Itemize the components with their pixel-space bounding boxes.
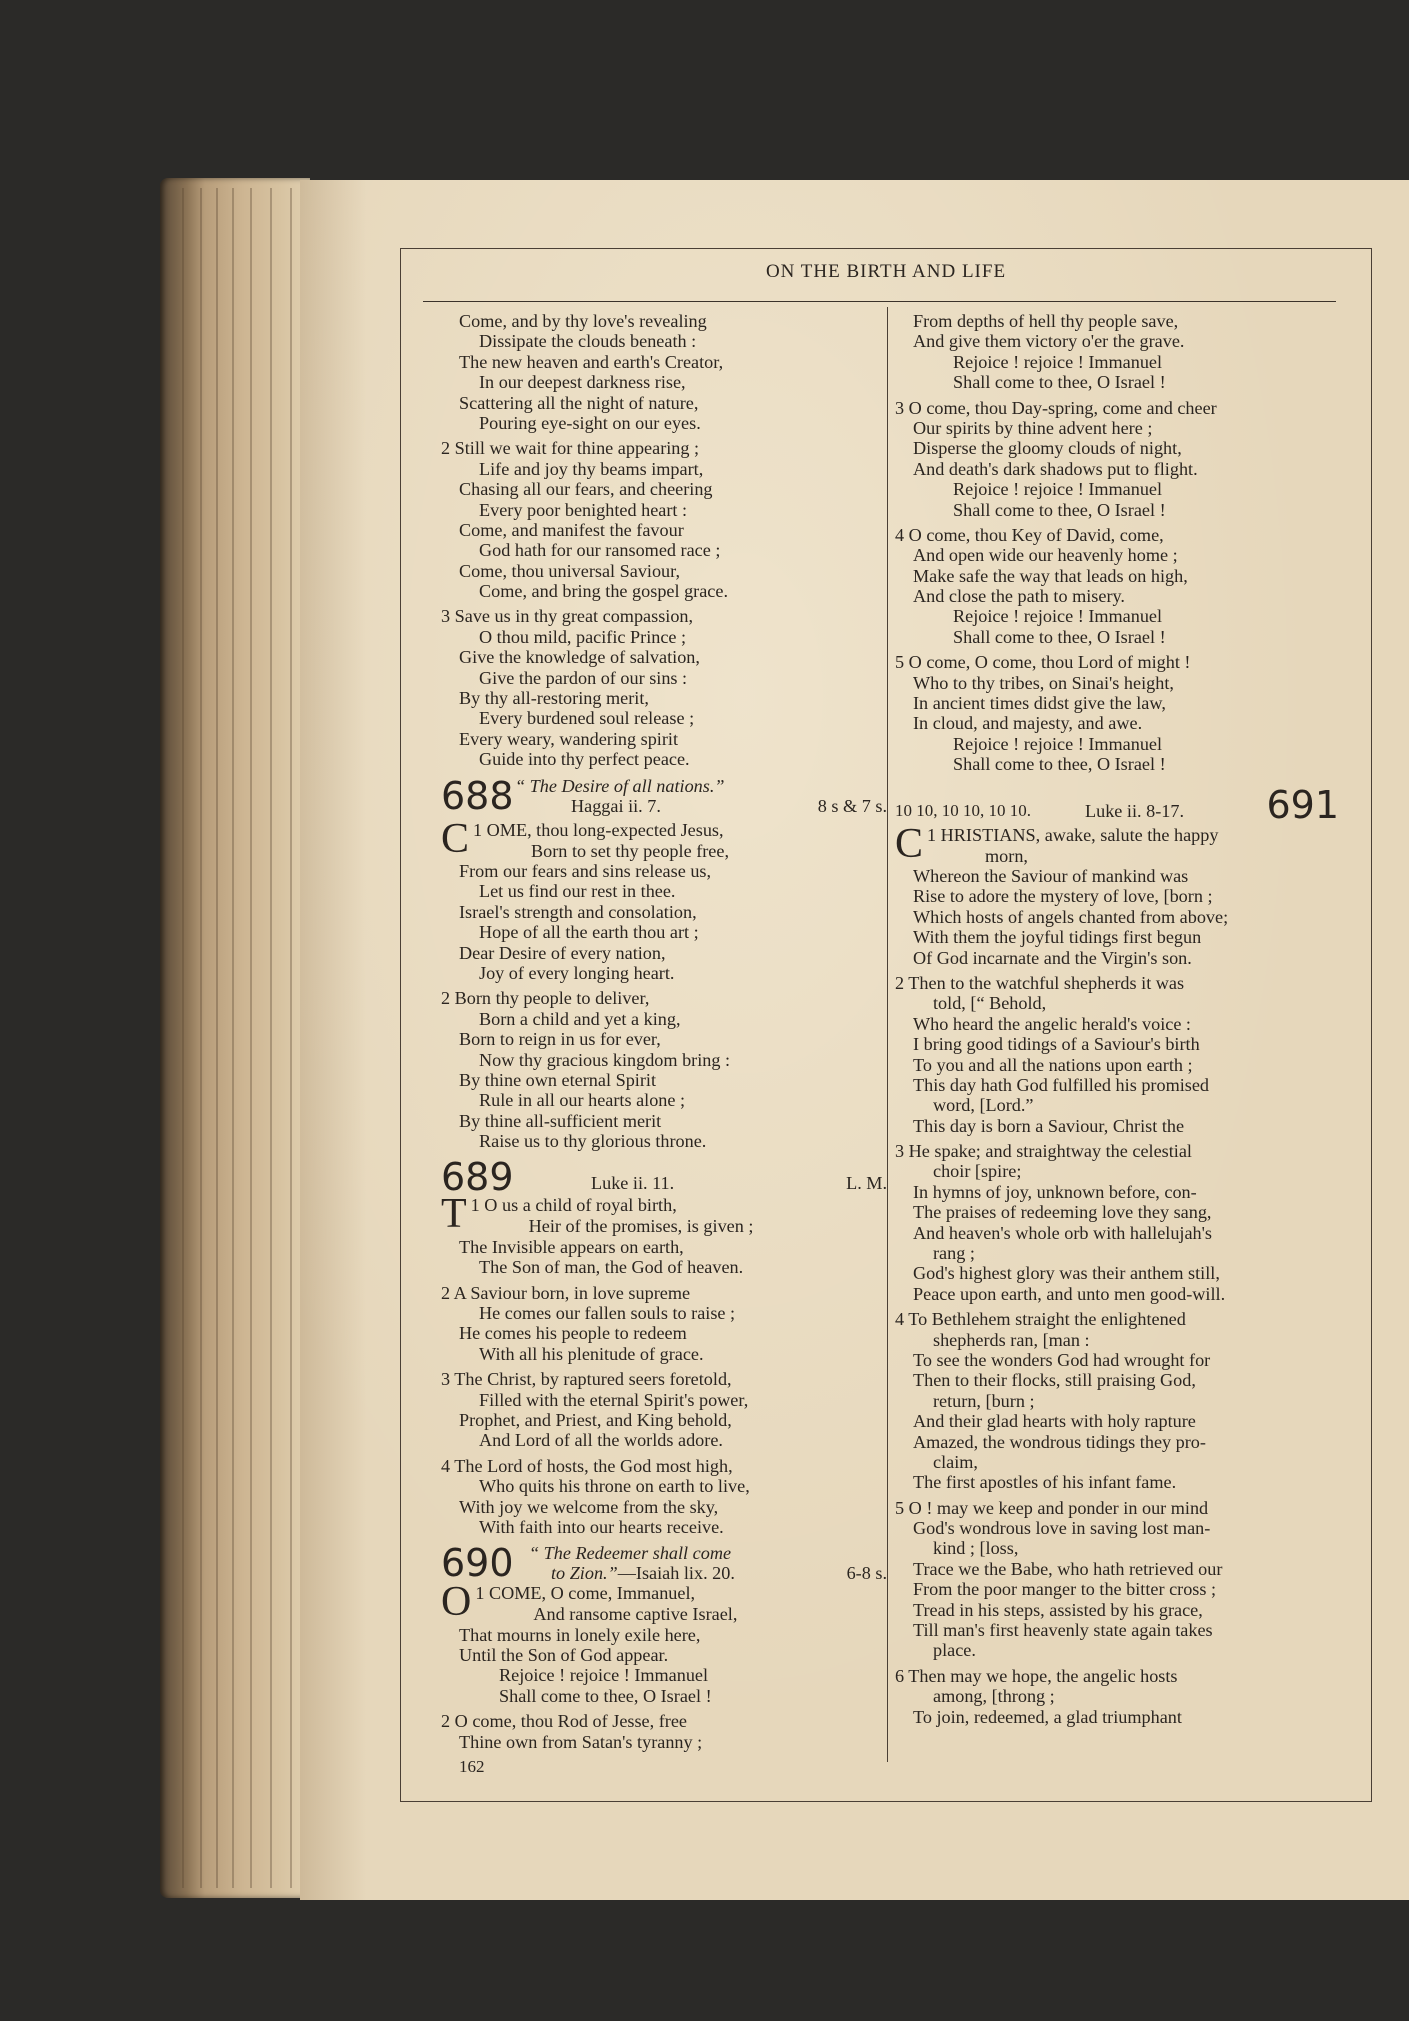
verse-line: 2 O come, thou Rod of Jesse, free	[441, 1711, 687, 1732]
verse-line: Thine own from Satan's tyranny ;	[459, 1731, 703, 1752]
verse-line: Life and joy thy beams impart,	[479, 458, 704, 479]
verse-line: Give the knowledge of salvation,	[459, 647, 700, 668]
verse-line: To see the wonders God had wrought for	[913, 1349, 1211, 1370]
verse-line: Then to their flocks, still praising God,	[913, 1370, 1196, 1391]
verse-line: Every poor benighted heart :	[479, 499, 688, 520]
verse-line: I bring good tidings of a Saviour's birth	[913, 1034, 1200, 1055]
verse-line: The praises of redeeming love they sang,	[913, 1202, 1212, 1223]
verse-line: In cloud, and majesty, and awe.	[913, 713, 1143, 734]
verse-line: The new heaven and earth's Creator,	[459, 351, 724, 372]
verse-line: COME, O come, Immanuel,	[488, 1583, 696, 1604]
verse-line: Born a child and yet a king,	[479, 1008, 681, 1029]
drop-cap: C	[441, 815, 470, 862]
scripture-ref: Luke ii. 11.	[591, 1173, 675, 1194]
verse-line: With them the joyful tidings first begun	[913, 927, 1202, 948]
verse-line: Now thy gracious kingdom bring :	[479, 1049, 731, 1070]
verse-line: From our fears and sins release us,	[459, 860, 712, 881]
verse-line: Prophet, and Priest, and King behold,	[459, 1409, 732, 1430]
verse-line: He comes our fallen souls to raise ;	[479, 1303, 736, 1324]
hymn-690-body	[441, 1604, 881, 1752]
hymn-688-header	[441, 773, 887, 820]
verse-line: Let us find our rest in thee.	[479, 881, 676, 902]
drop-cap: T	[441, 1191, 467, 1238]
verse-line: Peace upon earth, and unto men good-will.	[913, 1283, 1226, 1304]
verse-line: Rejoice ! rejoice ! Immanuel	[953, 479, 1163, 500]
hymn-691-verse-1-first: 1 C HRISTIANS, awake, salute the happy	[895, 820, 1219, 867]
drop-cap: O	[441, 1579, 472, 1626]
verse-line: Dissipate the clouds beneath :	[479, 331, 697, 352]
verse-line: shepherds ran, [man :	[933, 1329, 1090, 1350]
verse-line: Our spirits by thine advent here ;	[913, 417, 1153, 438]
verse-line: He comes his people to redeem	[459, 1323, 687, 1344]
verse-line: 3 O come, thou Day-spring, come and cheer	[895, 397, 1217, 418]
verse-line: With all his plenitude of grace.	[479, 1343, 704, 1364]
verse-line: With joy we welcome from the sky,	[459, 1496, 719, 1517]
verse-line: morn,	[985, 845, 1028, 866]
verse-line: O thou mild, pacific Prince ;	[479, 626, 687, 647]
verse-line: choir [spire;	[933, 1161, 1022, 1182]
verse-line: Who to thy tribes, on Sinai's height,	[913, 672, 1174, 693]
drop-cap: C	[895, 820, 924, 867]
verse-line: Come, and manifest the favour	[459, 519, 684, 540]
verse-line: In hymns of joy, unknown before, con-	[913, 1181, 1197, 1202]
verse-line: Tread in his steps, assisted by his grace,	[913, 1599, 1203, 1620]
hymn-689-verse-1-first: 1 T O us a child of royal birth,	[441, 1191, 677, 1238]
verse-line: Shall come to thee, O Israel !	[953, 499, 1166, 520]
verse-line: Who heard the angelic herald's voice :	[913, 1013, 1191, 1034]
verse-line: 4 The Lord of hosts, the God most high,	[441, 1455, 733, 1476]
verse-line: And give them victory o'er the grave.	[913, 331, 1185, 352]
hymn-title: “ The Desire of all nations.”	[515, 775, 725, 796]
verse-line: told, [“ Behold,	[933, 993, 1047, 1014]
hymn-690-header	[441, 1541, 887, 1586]
verse-line: Disperse the gloomy clouds of night,	[913, 438, 1182, 459]
page-frame	[400, 248, 1372, 1802]
header-rule	[423, 301, 1336, 302]
verse-line: Shall come to thee, O Israel !	[953, 372, 1166, 393]
verse-line: word, [Lord.”	[933, 1095, 1034, 1116]
verse-line: Amazed, the wondrous tidings they pro-	[913, 1431, 1206, 1452]
meter: 10 10, 10 10, 10 10.	[895, 800, 1031, 820]
hymn-number: 691	[1266, 782, 1339, 827]
verse-line: Shall come to thee, O Israel !	[953, 754, 1166, 775]
hymn-number: 688	[441, 773, 514, 818]
running-header: ON THE BIRTH AND LIFE	[765, 261, 1007, 282]
verse-line: God's wondrous love in saving lost man-	[913, 1518, 1211, 1539]
verse-line: God's highest glory was their anthem still,	[913, 1263, 1220, 1284]
verse-line: Until the Son of God appear.	[459, 1645, 669, 1666]
hymn-691-body	[895, 846, 1355, 1727]
verse-line: In our deepest darkness rise,	[479, 372, 686, 393]
verse-line: And close the path to misery.	[913, 586, 1125, 607]
verse-line: By thine all-sufficient merit	[459, 1110, 662, 1131]
verse-line: Every weary, wandering spirit	[459, 728, 679, 749]
verse-line: The Invisible appears on earth,	[459, 1236, 684, 1257]
verse-line: among, [throng ;	[933, 1686, 1055, 1707]
verse-line: 2 A Saviour born, in love supreme	[441, 1282, 691, 1303]
verse-line: Rejoice ! rejoice ! Immanuel	[953, 606, 1163, 627]
verse-line: 2 Then to the watchful shepherds it was	[895, 972, 1185, 993]
verse-line: O us a child of royal birth,	[484, 1195, 677, 1216]
verse-line: And death's dark shadows put to flight.	[913, 458, 1198, 479]
verse-line: 5 O ! may we keep and ponder in our mind	[895, 1497, 1209, 1518]
verse-line: Every burdened soul release ;	[479, 708, 695, 729]
verse-line: Make safe the way that leads on high,	[913, 565, 1188, 586]
verse-line: This day hath God fulfilled his promised	[913, 1074, 1210, 1095]
left-column	[441, 311, 887, 1752]
verse-line: Rise to adore the mystery of love, [born ;	[913, 886, 1213, 907]
verse-line: OME, thou long-expected Jesus,	[486, 819, 724, 840]
verse-line: Born to reign in us for ever,	[459, 1029, 661, 1050]
verse-line: 3 He spake; and straightway the celestial	[895, 1141, 1192, 1162]
verse-line: 3 The Christ, by raptured seers foretold,	[441, 1369, 732, 1390]
meter: L. M.	[846, 1173, 887, 1194]
verse-line: 2 Born thy people to deliver,	[441, 988, 650, 1009]
verse-line: And their glad hearts with holy rapture	[913, 1411, 1196, 1432]
verse-line: In ancient times didst give the law,	[913, 693, 1166, 714]
verse-line: The Son of man, the God of heaven.	[479, 1257, 744, 1278]
verse-line: The first apostles of his infant fame.	[913, 1472, 1177, 1493]
verse-line: place.	[933, 1640, 976, 1661]
verse-line: 3 Save us in thy great compassion,	[441, 606, 694, 627]
verse-line: Heir of the promises, is given ;	[528, 1216, 754, 1237]
verse-line: Filled with the eternal Spirit's power,	[479, 1389, 749, 1410]
verse-line: Come, and bring the gospel grace.	[479, 581, 728, 602]
verse-line: And open wide our heavenly home ;	[913, 545, 1178, 566]
verse-line: Shall come to thee, O Israel !	[953, 626, 1166, 647]
verse-line: Whereon the Saviour of mankind was	[913, 865, 1189, 886]
verse-line: To you and all the nations upon earth ;	[913, 1054, 1193, 1075]
scripture-ref: —Isaiah lix. 20.	[617, 1563, 735, 1584]
hymn-number: 690	[441, 1541, 514, 1586]
hymn-689-header	[441, 1155, 887, 1200]
verse-line: With faith into our hearts receive.	[479, 1516, 724, 1537]
verse-line: 4 To Bethlehem straight the enlightened	[895, 1309, 1186, 1330]
verse-line: Joy of every longing heart.	[479, 962, 675, 983]
hymnal-page	[300, 180, 1409, 1900]
verse-line: Israel's strength and consolation,	[459, 901, 697, 922]
verse-line: To join, redeemed, a glad triumphant	[913, 1706, 1182, 1727]
verse-line: 4 O come, thou Key of David, come,	[895, 524, 1164, 545]
hymn-number: 689	[441, 1155, 514, 1200]
verse-line: Raise us to thy glorious throne.	[479, 1131, 707, 1152]
verse-line: And Lord of all the worlds adore.	[479, 1430, 723, 1451]
scripture-ref: Luke ii. 8-17.	[1085, 800, 1185, 821]
page-number: 162	[459, 1757, 485, 1776]
verse-line: Give the pardon of our sins :	[479, 667, 688, 688]
right-column	[895, 311, 1355, 1727]
book-page-edges	[160, 178, 310, 1898]
verse-line: Pouring eye-sight on our eyes.	[479, 412, 701, 433]
verse-line: Rejoice ! rejoice ! Immanuel	[953, 733, 1163, 754]
verse-line: Rejoice ! rejoice ! Immanuel	[953, 351, 1163, 372]
verse-line: Come, and by thy love's revealing	[459, 311, 707, 331]
verse-line: That mourns in lonely exile here,	[459, 1624, 701, 1645]
hymn-title: “ The Redeemer shall come	[529, 1543, 732, 1564]
verse-line: kind ; [loss,	[933, 1538, 1019, 1559]
verse-line: rang ;	[933, 1243, 975, 1264]
hymn-title-cont: to Zion.”	[551, 1563, 618, 1584]
hymn-690-verse-1-first: 1 O COME, O come, Immanuel,	[441, 1579, 696, 1626]
verse-line: And heaven's whole orb with hallelujah's	[913, 1222, 1213, 1243]
verse-line: Who quits his throne on earth to live,	[479, 1476, 750, 1497]
verse-line: Till man's first heavenly state again takes	[913, 1620, 1213, 1641]
verse-line: Trace we the Babe, who hath retrieved our	[913, 1558, 1223, 1579]
meter: 6-8 s.	[846, 1563, 887, 1584]
hymn-689-body	[441, 1216, 881, 1537]
verse-line: HRISTIANS, awake, salute the happy	[940, 824, 1219, 845]
verse-line: 5 O come, O come, thou Lord of might !	[895, 652, 1191, 673]
verse-line: From depths of hell thy people save,	[913, 311, 1179, 331]
verse-line: From the poor manger to the bitter cross ;	[913, 1579, 1217, 1600]
hymn-690-continued	[895, 311, 1355, 775]
meter: 8 s & 7 s.	[817, 795, 887, 816]
verse-line: 6 Then may we hope, the angelic hosts	[895, 1665, 1178, 1686]
scripture-ref: Haggai ii. 7.	[571, 795, 661, 816]
column-divider	[887, 307, 888, 1762]
verse-line: Guide into thy perfect peace.	[479, 749, 690, 770]
verse-line: Rule in all our hearts alone ;	[479, 1090, 686, 1111]
verse-line: Scattering all the night of nature,	[459, 392, 699, 413]
verse-line: Of God incarnate and the Virgin's son.	[913, 947, 1192, 968]
hymn-691-header	[895, 783, 1355, 825]
verse-line: God hath for our ransomed race ;	[479, 540, 721, 561]
verse-line: Rejoice ! rejoice ! Immanuel	[499, 1665, 709, 1686]
verse-line: Which hosts of angels chanted from above;	[913, 906, 1229, 927]
verse-line: Born to set thy people free,	[531, 840, 730, 861]
verse-line: And ransome captive Israel,	[533, 1604, 738, 1625]
verse-line: Dear Desire of every nation,	[459, 942, 666, 963]
verse-line: By thine own eternal Spirit	[459, 1069, 656, 1090]
verse-line: Chasing all our fears, and cheering	[459, 479, 713, 500]
verse-line: 2 Still we wait for thine appearing ;	[441, 438, 700, 459]
verse-line: This day is born a Saviour, Christ the	[913, 1115, 1185, 1136]
hymn-687-continued	[441, 311, 881, 770]
verse-line: Hope of all the earth thou art ;	[479, 922, 699, 943]
verse-line: return, [burn ;	[933, 1390, 1035, 1411]
verse-line: Come, thou universal Saviour,	[459, 560, 681, 581]
verse-line: Shall come to thee, O Israel !	[499, 1685, 712, 1706]
hymn-688-body	[441, 841, 881, 1152]
verse-line: By thy all-restoring merit,	[459, 688, 649, 709]
hymn-688-verse-1-first: 1 C OME, thou long-expected Jesus,	[441, 815, 724, 862]
verse-line: claim,	[933, 1451, 978, 1472]
